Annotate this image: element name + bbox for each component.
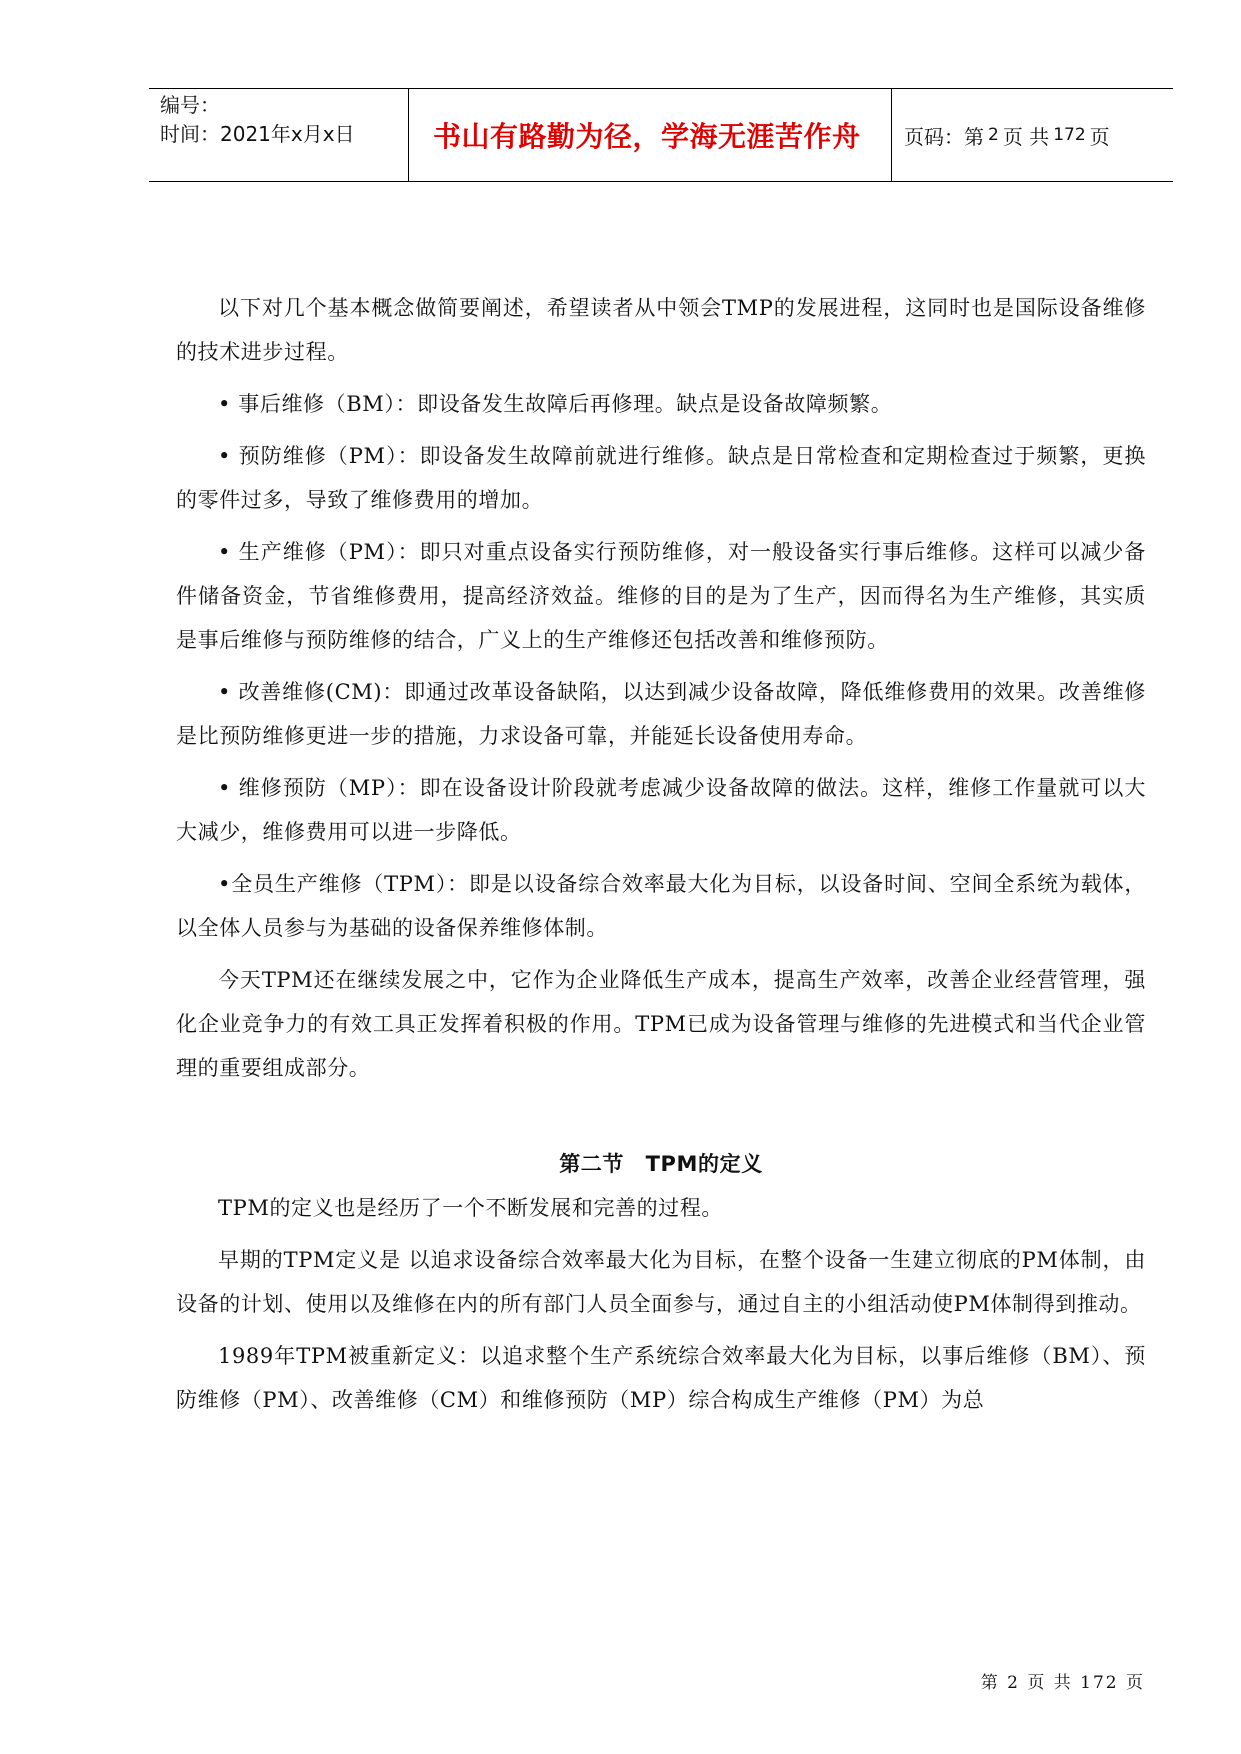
number-label: 编号： bbox=[160, 93, 220, 117]
section-title: 第二节 TPM的定义 bbox=[559, 1152, 763, 1176]
page-current: 2 bbox=[988, 125, 999, 145]
header-page-info bbox=[892, 89, 1173, 181]
page-label-suffix: 页 bbox=[1089, 124, 1110, 149]
page-label-mid: 页 共 bbox=[1002, 124, 1050, 149]
page-label-prefix: 页码：第 bbox=[904, 124, 984, 149]
time-label: 时间：2021年x月x日 bbox=[160, 122, 355, 146]
page-footer: 第 2 页 共 172 页 bbox=[980, 1673, 1145, 1693]
paragraph-bm: • 事后维修（BM）：即设备发生故障后再修理。缺点是设备故障频繁。 bbox=[218, 392, 893, 416]
paragraph-tpm: •全员生产维修（TPM）：即是以设备综合效率最大化为目标，以设备时间、空间全系统为载体，以全体人员参与为基础的设备保养维修体制。 bbox=[176, 872, 1146, 940]
paragraph-mp: • 维修预防（MP）：即在设备设计阶段就考虑减少设备故障的做法。这样，维修工作量就可以大大减少，维修费用可以进一步降低。 bbox=[176, 776, 1146, 844]
header-motto: 书山有路勤为径，学海无涯苦作舟 bbox=[409, 89, 892, 181]
page-header bbox=[149, 88, 1173, 182]
paragraph-cm: • 改善维修(CM)：即通过改革设备缺陷，以达到减少设备故障，降低维修费用的效果。改善维修是比预防维修更进一步的措施，力求设备可靠，并能延长设备使用寿命。 bbox=[176, 680, 1146, 748]
paragraph-today: 今天TPM还在继续发展之中，它作为企业降低生产成本，提高生产效率，改善企业经营管理，强化企业竞争力的有效工具正发挥着积极的作用。TPM已成为设备管理与维修的先进模式和当代企业管理的重要组成部分。 bbox=[176, 968, 1146, 1080]
paragraph-pm-preventive: • 预防维修（PM）：即设备发生故障前就进行维修。缺点是日常检查和定期检查过于频繁，更换的零件过多，导致了维修费用的增加。 bbox=[176, 444, 1146, 512]
paragraph-intro: 以下对几个基本概念做简要阐述，希望读者从中领会TMP的发展进程，这同时也是国际设备维修的技术进步过程。 bbox=[176, 296, 1146, 364]
paragraph-definition-intro: TPM的定义也是经历了一个不断发展和完善的过程。 bbox=[218, 1196, 724, 1220]
paragraph-early-definition: 早期的TPM定义是 以追求设备综合效率最大化为目标，在整个设备一生建立彻底的PM体制，由设备的计划、使用以及维修在内的所有部门人员全面参与，通过自主的小组活动使PM体制得到推动。 bbox=[176, 1248, 1146, 1316]
paragraph-pm-productive: • 生产维修（PM）：即只对重点设备实行预防维修，对一般设备实行事后维修。这样可以减少备件储备资金，节省维修费用，提高经济效益。维修的目的是为了生产，因而得名为生产维修，其实质是事后维修与预防维修的结合，广义上的生产维修还包括改善和维修预防。 bbox=[176, 540, 1146, 652]
document-body bbox=[176, 286, 1146, 1430]
header-meta bbox=[149, 89, 409, 181]
page-total: 172 bbox=[1053, 125, 1086, 145]
paragraph-1989-definition: 1989年TPM被重新定义：以追求整个生产系统综合效率最大化为目标，以事后维修（BM）、预防维修（PM）、改善维修（CM）和维修预防（MP）综合构成生产维修（PM）为总 bbox=[176, 1344, 1146, 1412]
